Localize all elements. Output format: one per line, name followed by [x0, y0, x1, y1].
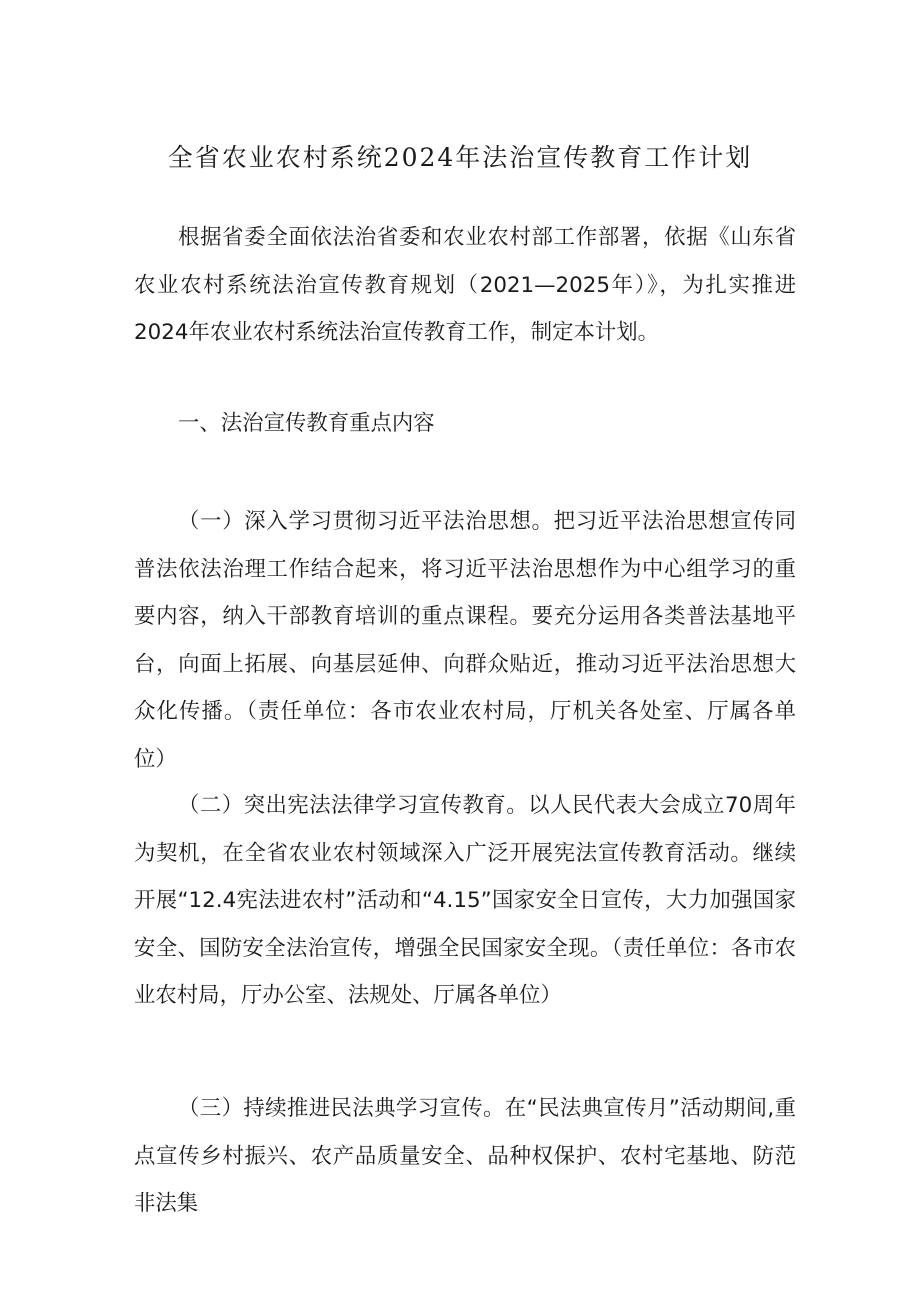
document-title: 全省农业农村系统2024年法治宣传教育工作计划	[167, 143, 753, 172]
item-paragraph-3: （三）持续推进民法典学习宣传。在“民法典宣传月”活动期间,重点宣传乡村振兴、农产品质量安全、品种权保护、农村宅基地、防范非法集	[134, 1096, 796, 1216]
intro-paragraph: 根据省委全面依法治省委和农业农村部工作部署，依据《山东省农业农村系统法治宣传教育规划（2021—2025年）》，为扎实推进2024年农业农村系统法治宣传教育工作，制定本计划。	[134, 225, 796, 345]
section-heading: 一、法治宣传教育重点内容	[178, 411, 435, 436]
item-paragraph-1: （一）深入学习贯彻习近平法治思想。把习近平法治思想宣传同普法依法治理工作结合起来，将习近平法治思想作为中心组学习的重要内容，纳入干部教育培训的重点课程。要充分运用各类普法基地平台，向面上拓展、向基层延伸、向群众贴近，推动习近平法治思想大众化传播。（责任单位：各市农业农村局，厅机关各处室、厅属各单位）	[134, 509, 796, 772]
item-paragraph-2: （二）突出宪法法律学习宣传教育。以人民代表大会成立70周年为契机，在全省农业农村领域深入广泛开展宪法宣传教育活动。继续开展“12.4宪法进农村”活动和“4.15”国家安全日宣传，大力加强国家安全、国防安全法治宣传，增强全民国家安全现。（责任单位：各市农业农村局，厅办公室、法规处、厅属各单位）	[134, 793, 796, 1008]
